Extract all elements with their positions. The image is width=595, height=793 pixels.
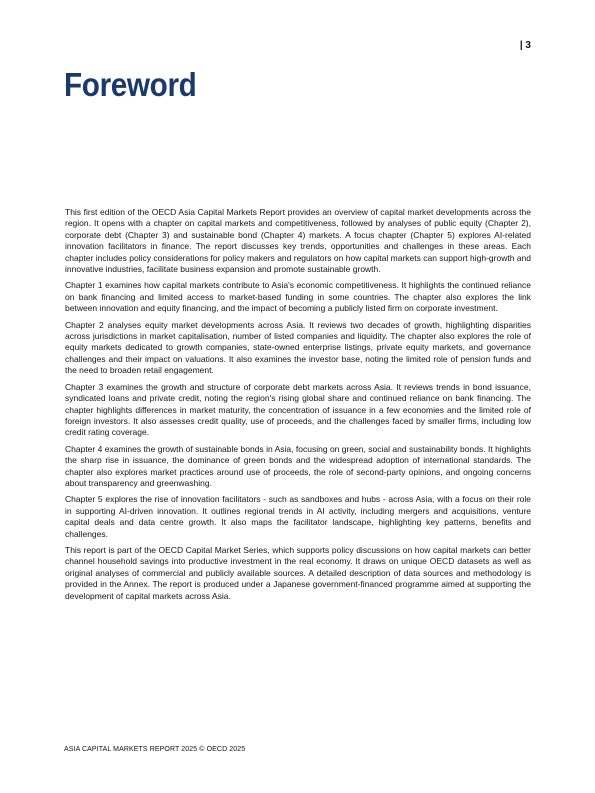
paragraph-chapter-3: Chapter 3 examines the growth and structure of corporate debt markets across Asia. It reviews trends in bond issuance, syndicated loans and private credit, noting the region's rising global share and continued reliance on bank financing. The chapter highlights differences in market maturity, the concentration of issuance in a few economies and the limited role of foreign investors. It also assesses credit quality, use of proceeds, and the challenges faced by smaller firms, including low credit rating coverage. <box>65 381 531 438</box>
paragraph-intro: This first edition of the OECD Asia Capital Markets Report provides an overview of capital market developments across the region. It opens with a chapter on capital markets and competitiveness, followed by analyses of public equity (Chapter 2), corporate debt (Chapter 3) and sustainable bond (Chapter 4) markets. A focus chapter (Chapter 5) explores AI-related innovation facilitators in finance. The report discusses key trends, opportunities and challenges in these areas. Each chapter includes policy considerations for policy makers and regulators on how capital markets can support high-growth and innovative industries, facilitate business expansion and promote sustainable growth. <box>65 207 531 275</box>
page-title: Foreword <box>64 66 197 103</box>
paragraph-series: This report is part of the OECD Capital Market Series, which supports policy discussions on how capital markets can better channel household savings into productive investment in the real economy. It draws on unique OECD datasets as well as original analyses of commercial and publicly available sources. A detailed description of data sources and methodology is provided in the Annex. The report is produced under a Japanese government-financed programme aimed at supporting the development of capital markets across Asia. <box>65 544 531 601</box>
paragraph-chapter-5: Chapter 5 explores the rise of innovation facilitators - such as sandboxes and hubs - across Asia, with a focus on their role in supporting AI-driven innovation. It outlines regional trends in AI activity, including mergers and acquisitions, venture capital deals and data centre growth. It also maps the facilitator landscape, highlighting key patterns, benefits and challenges. <box>65 494 531 539</box>
page-footer: ASIA CAPITAL MARKETS REPORT 2025 © OECD 2025 <box>64 746 246 753</box>
body-text <box>65 207 531 607</box>
paragraph-chapter-1: Chapter 1 examines how capital markets contribute to Asia's economic competitiveness. It highlights the continued reliance on bank financing and limited access to market-based funding in some countries. The chapter also explores the link between innovation and equity financing, and the impact of becoming a publicly listed firm on corporate investment. <box>65 280 531 314</box>
page-number: | 3 <box>519 40 531 51</box>
paragraph-chapter-2: Chapter 2 analyses equity market developments across Asia. It reviews two decades of growth, highlighting disparities across jurisdictions in market capitalisation, number of listed companies and liquidity. The chapter also explores the role of equity markets dedicated to growth companies, state-owned enterprise listings, private equity markets, and governance challenges and their impact on valuations. It also examines the investor base, noting the limited role of pension funds and the need to broaden retail engagement. <box>65 319 531 376</box>
paragraph-chapter-4: Chapter 4 examines the growth of sustainable bonds in Asia, focusing on green, social and sustainability bonds. It highlights the sharp rise in issuance, the dominance of green bonds and the widespread adoption of international standards. The chapter also explores market practices around use of proceeds, the role of second-party opinions, and ongoing concerns about transparency and greenwashing. <box>65 443 531 488</box>
